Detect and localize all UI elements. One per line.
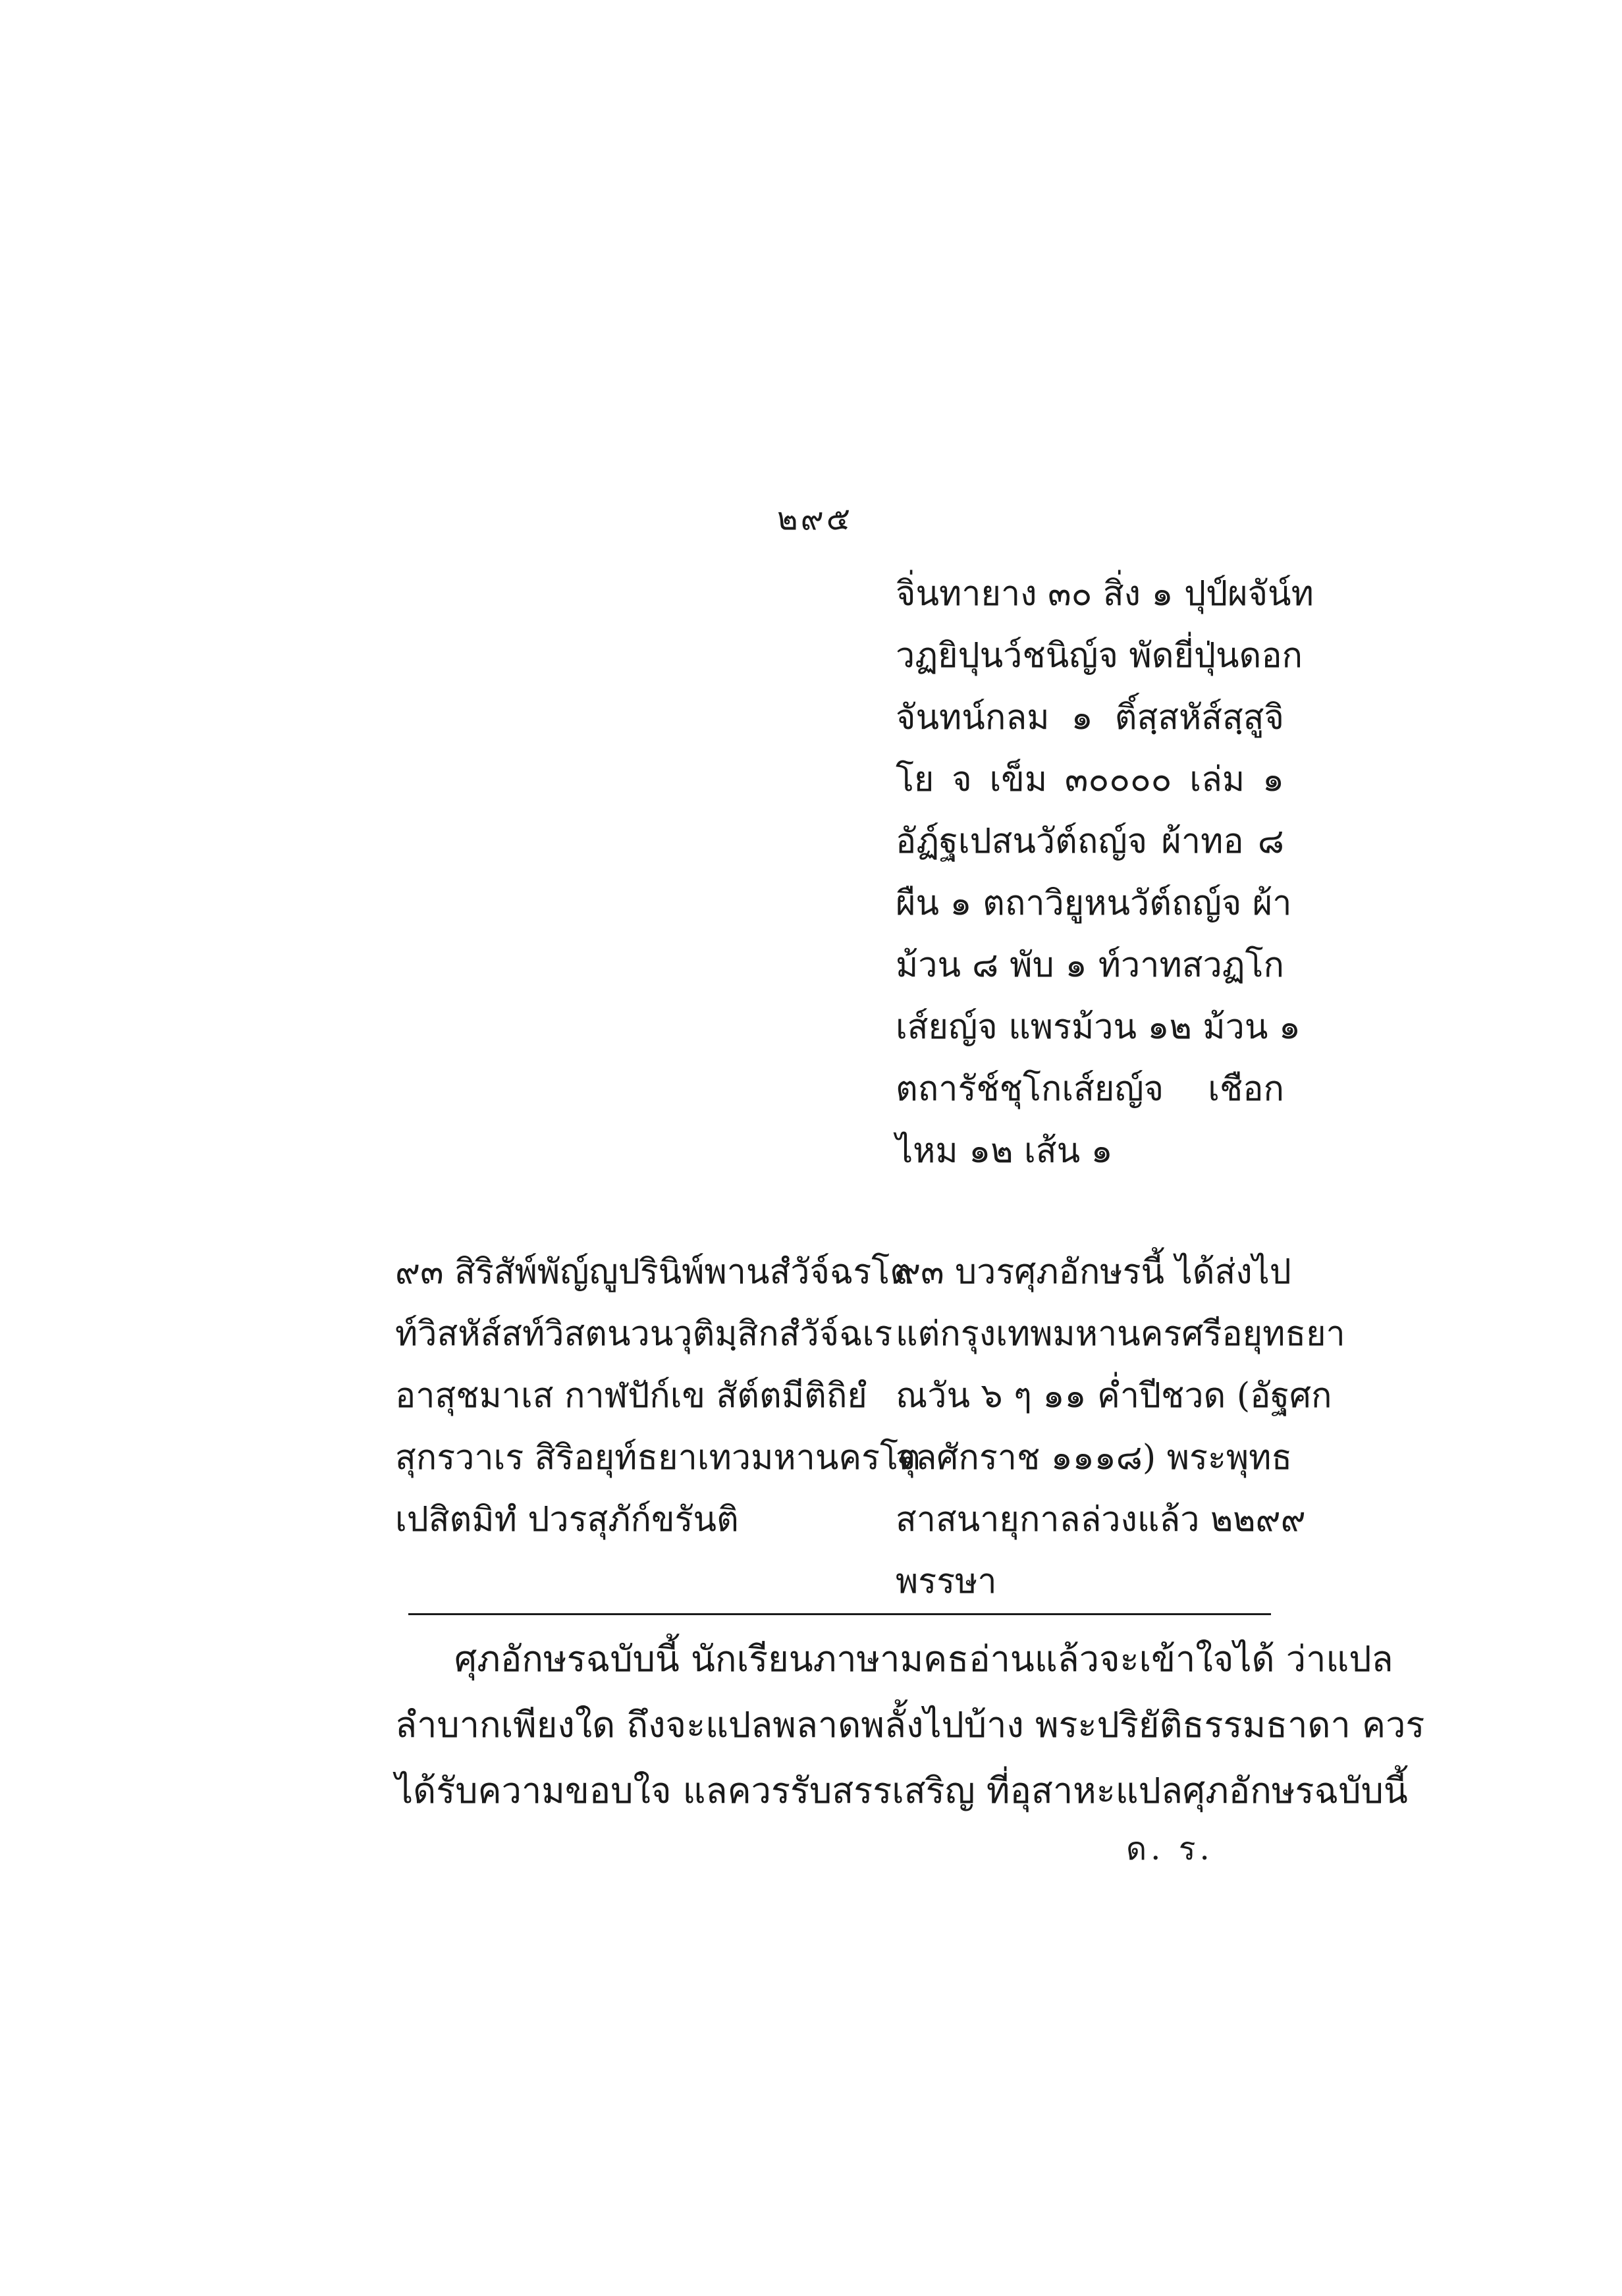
text-line: พรรษา (896, 1562, 997, 1601)
text-line: อาสุชมาเส กาฬปัก์เข สัต์ตมีติถิยํ (395, 1376, 867, 1416)
text-line: ลำบากเพียงใด ถึงจะแปลพลาดพลั้งไปบ้าง พระปริยัติธรรมธาดา ควร (395, 1704, 1425, 1746)
text-line: ผืน ๑ ตถาวิยูหนวัต์ถญ์จ ผ้า (896, 884, 1292, 923)
text-line: สาสนายุกาลล่วงแล้ว ๒๒๙๙ (896, 1500, 1306, 1539)
text-line: โย จ เข็ม ๓๐๐๐๐ เล่ม ๑ (896, 760, 1284, 799)
footer-paragraph (395, 1626, 1425, 1824)
text-line: อัฏ์ฐเปสนวัต์ถญ์จ ผ้าทอ ๘ (896, 822, 1284, 861)
text-line: ๙๓ บวรศุภอักษรนี้ ได้ส่งไป (896, 1252, 1291, 1292)
text-line: จิ่นทายาง ๓๐ สิ่ง ๑ ปุป์ผจัน์ท (896, 574, 1314, 614)
text-line: เปสิตมิทํ ปวรสุภัก์ขรันติ (395, 1500, 739, 1539)
thai-section-93 (896, 1241, 1345, 1613)
text-line: แต่กรุงเทพมหานครศรีอยุทธยา (896, 1314, 1345, 1354)
text-line: จันทน์กลม ๑ ติ์สฺสหัส์สฺสูจิ (896, 698, 1284, 737)
text-line: เส์ยญ์จ แพรม้วน ๑๒ ม้วน ๑ (896, 1007, 1301, 1047)
text-line: ไหม ๑๒ เส้น ๑ (896, 1131, 1113, 1171)
page-number: ๒๙๕ (777, 500, 853, 537)
pali-section-93 (395, 1241, 921, 1551)
text-line: ท์วิสหัส์สท์วิสตนวนวุติมฺสิกสํวัจ์ฉเร (395, 1314, 893, 1354)
text-line: จุลศักราช ๑๑๑๘) พระพุทธ (896, 1438, 1293, 1478)
text-line: สุกรวาเร สิริอยุท์ธยาเทวมหานครโต (395, 1438, 921, 1478)
signature-initials: ด. ร. (1126, 1830, 1214, 1867)
text-line: ๙๓ สิริสัพ์พัญ์ญูปรินิพ์พานสํวัจ์ฉรโต (395, 1252, 912, 1292)
horizontal-divider (408, 1613, 1271, 1615)
text-line: ม้วน ๘ พับ ๑ ท์วาทสวฏโก (896, 946, 1284, 985)
text-line: ณวัน ๖ ๆ ๑๑ ค่ำปีชวด (อัฐศก (896, 1376, 1332, 1416)
text-line: วฏยิปุนว์ชนิญ์จ พัดยี่ปุ่นดอก (896, 636, 1303, 676)
text-line: ได้รับความขอบใจ แลควรรับสรรเสริญ ที่อุสาหะแปลศุภอักษรฉบับนี้ (395, 1770, 1408, 1811)
top-right-column (896, 563, 1314, 1182)
text-line: ศุภอักษรฉบับนี้ นักเรียนภาษามคธอ่านแล้วจะเข้าใจได้ ว่าแปล (454, 1638, 1393, 1680)
text-line: ตถารัช์ชุโกเส์ยญ์จ เชือก (896, 1069, 1284, 1109)
